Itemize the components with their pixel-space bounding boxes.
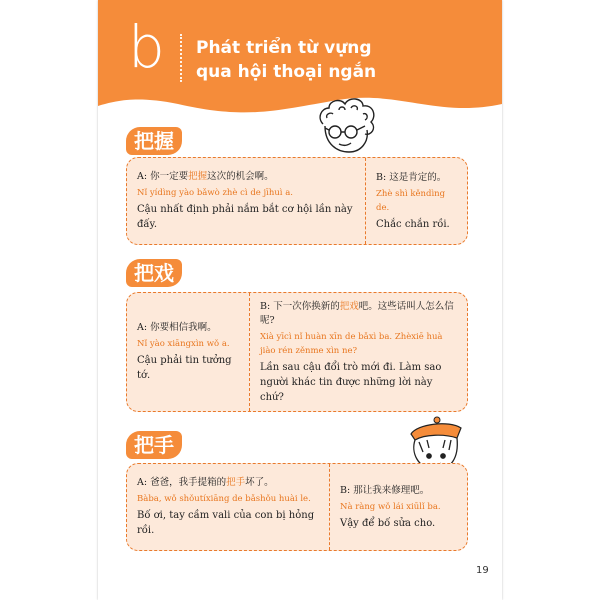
chinese-line: A: 你一定要把握这次的机会啊。 (137, 171, 274, 182)
chinese-line: A: 你要相信我啊。 (137, 322, 217, 333)
pinyin-line: Zhè shì kěndìng de. (376, 188, 446, 213)
vietnamese-line: Lần sau cậu đổi trò mới đi. Làm sao người khác tin được những lời này chứ? (260, 361, 442, 403)
chinese-line: B: 下一次你换新的把戏吧。这些话叫人怎么信呢? (260, 300, 454, 326)
vocab-tag-bawo: 把握 (126, 127, 182, 155)
vocab-tag-bashou: 把手 (126, 431, 182, 459)
pinyin-line: Nà ràng wǒ lái xiūlǐ ba. (340, 501, 441, 512)
chinese-line: B: 这是肯定的。 (376, 171, 447, 183)
pinyin-line: Nǐ yídìng yào bǎwò zhè cì de jīhuì a. (137, 188, 293, 198)
highlighted-word: 把握 (188, 171, 208, 182)
pinyin-line: Nǐ yào xiāngxìn wǒ a. (137, 339, 230, 349)
dialog-b (329, 464, 467, 550)
section-letter: b (128, 13, 165, 81)
page-number: 19 (476, 565, 489, 576)
highlighted-word: 把戏 (339, 300, 359, 312)
dialog-card (126, 157, 468, 245)
dialog-card (126, 292, 468, 412)
chinese-line: B: 那让我来修理吧。 (340, 484, 430, 496)
dialog-a (127, 158, 365, 244)
vietnamese-line: Vậy để bố sửa cho. (340, 517, 436, 529)
pinyin-line: Bàba, wǒ shǒutíxiāng de bǎshǒu huài le. (137, 494, 311, 504)
dialog-b (365, 158, 467, 244)
page-title: Phát triển từ vựng qua hội thoại ngắn (196, 38, 377, 82)
header-divider (180, 34, 183, 82)
dialog-a (127, 293, 249, 411)
vietnamese-line: Chắc chắn rồi. (376, 218, 450, 230)
curly-hair-face-illustration (315, 96, 379, 158)
pinyin-line: Xià yīcì nǐ huàn xīn de bǎxì ba. Zhèxiē huà jiào rén zěnme xìn ne? (260, 331, 443, 356)
chinese-line: A: 爸爸，我手提箱的把手坏了。 (137, 477, 274, 488)
vietnamese-line: Cậu nhất định phải nắm bắt cơ hội lần này đấy. (137, 204, 353, 230)
vietnamese-line: Cậu phải tin tưởng tớ. (137, 355, 232, 381)
vietnamese-line: Bố ơi, tay cầm vali của con bị hỏng rồi. (137, 510, 315, 536)
dialog-card (126, 463, 468, 551)
dialog-b (249, 293, 467, 411)
vocab-tag-baxi: 把戏 (126, 259, 182, 287)
highlighted-word: 把手 (226, 477, 246, 488)
dialog-a (127, 464, 329, 550)
